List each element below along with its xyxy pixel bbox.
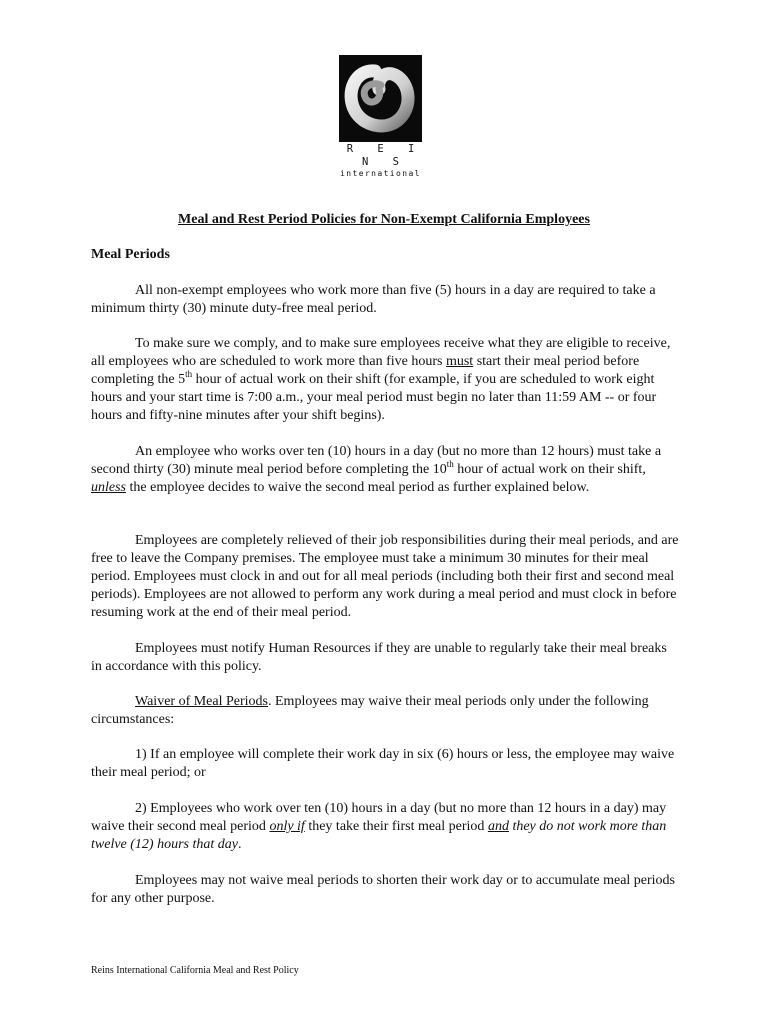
- paragraph-6: [91, 693, 681, 729]
- p8-text-b: they take their first meal period: [304, 819, 488, 834]
- p2-text-a: To make sure we comply, and to make sure employees receive what they are eligible to receive, all employees who are scheduled to work more than five hours: [91, 336, 671, 369]
- paragraph-5: Employees must notify Human Resources if they are unable to regularly take their meal breaks in accordance with this policy.: [91, 641, 667, 674]
- p2-sup: th: [185, 369, 193, 379]
- p3-text-a: An employee who works over ten (10) hours in a day (but no more than 12 hours) must take a second thirty (30) minute meal period before completing the 10: [91, 444, 662, 477]
- p8-text-c: they do not work more than twelve (12) hours that day: [91, 819, 667, 852]
- p8-text-d: .: [237, 837, 242, 852]
- p2-text-c: hour of actual work on their shift (for example, if you are scheduled to work eight hours and your start time is 7:00 a.m., your meal period must begin no later than 11:59 AM -- or four hours and fifty-nine minutes after your shift begins).: [91, 372, 657, 423]
- p8-only-if: only if: [269, 819, 305, 834]
- document-title: Meal and Rest Period Policies for Non-Exempt California Employees: [178, 212, 590, 227]
- p3-unless: unless: [91, 480, 126, 495]
- paragraph-9: Employees may not waive meal periods to shorten their work day or to accumulate meal periods for any other purpose.: [91, 873, 676, 906]
- p3-text-c: the employee decides to waive the second meal period as further explained below.: [126, 480, 590, 495]
- p3-text-b: hour of actual work on their shift,: [453, 462, 646, 477]
- page-footer: Reins International California Meal and Rest Policy: [91, 965, 299, 976]
- paragraph-3: [91, 443, 681, 497]
- brand-wordmark: [323, 143, 438, 179]
- paragraph-7: 1) If an employee will complete their work day in six (6) hours or less, the employee may waive their meal period; or: [91, 747, 675, 780]
- paragraph-1: All non-exempt employees who work more than five (5) hours in a day are required to take a minimum thirty (30) minute duty-free meal period.: [91, 283, 656, 316]
- p3-sup: th: [446, 459, 454, 469]
- p2-text-b: start their meal period before completing the 5: [91, 354, 640, 387]
- paragraph-4: Employees are completely relieved of their job responsibilities during their meal periods, and are free to leave the Company premises. The employee must take a minimum 30 minutes for their meal period. Employees must clock in and out for all meal periods (including both their first and second meal periods). Employees are not allowed to perform any work during a meal period and must clock in before resuming work at the end of their meal period.: [91, 533, 679, 620]
- p8-and: and: [487, 819, 509, 834]
- p8-text-a: 2) Employees who work over ten (10) hours in a day (but no more than 12 hours in a day) may waive their second meal period: [91, 801, 667, 834]
- brand-subtitle: international: [340, 169, 421, 178]
- section-heading-meal-periods: Meal Periods: [91, 247, 170, 262]
- paragraph-8: [91, 800, 681, 854]
- waiver-of-meal-periods-label: Waiver of Meal Periods: [135, 694, 268, 709]
- reins-logo: [339, 55, 422, 142]
- paragraph-2: [91, 335, 681, 425]
- brand-name: R E I N S: [346, 143, 424, 168]
- p6-rest: . Employees may waive their meal periods only under the following circumstances:: [91, 694, 649, 727]
- p2-must: must: [445, 354, 474, 369]
